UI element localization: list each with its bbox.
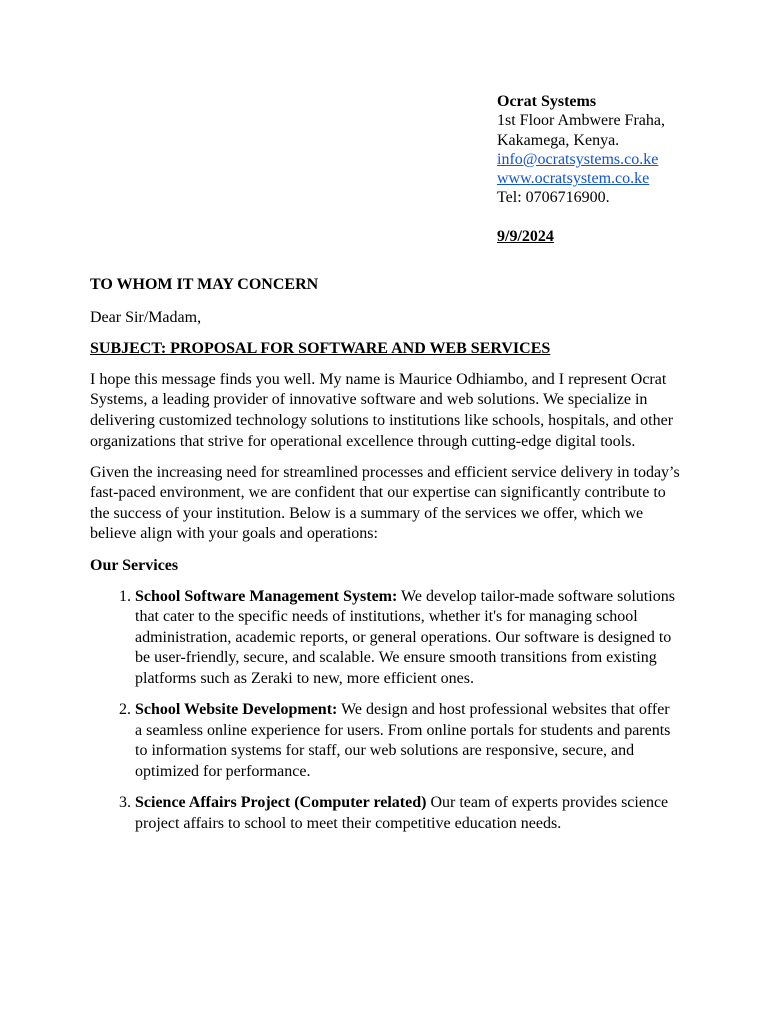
- letter-date: 9/9/2024: [497, 227, 554, 245]
- subject-line: SUBJECT: PROPOSAL FOR SOFTWARE AND WEB SERVICES: [90, 339, 551, 357]
- sender-address-block: [497, 92, 737, 246]
- service-title: School Software Management System:: [135, 587, 398, 605]
- sender-company-name: Ocrat Systems: [497, 93, 597, 110]
- sender-website-link[interactable]: www.ocratsystem.co.ke: [497, 170, 650, 188]
- service-description: We design and host professional websites that offer a seamless online experience for users. From online portals for students and parents to information systems for staff, our web solutions are responsive, secure, and optimized for performance.: [135, 701, 671, 780]
- list-item: [135, 587, 680, 690]
- letter-body: [90, 275, 680, 845]
- list-item: [135, 700, 680, 782]
- sender-address-line-1: 1st Floor Ambwere Fraha,: [497, 112, 665, 130]
- service-title: Science Affairs Project (Computer related): [135, 793, 427, 811]
- intro-paragraph: I hope this message finds you well. My name is Maurice Odhiambo, and I represent Ocrat Systems, a leading provider of innovative software and web solutions. We specialize in delivering customized technology solutions to institutions like schools, hospitals, and other organizations that strive for operational excellence through cutting-edge digital tools.: [90, 370, 674, 450]
- sender-address-line-2: Kakamega, Kenya.: [497, 131, 620, 149]
- recipient-line: TO WHOM IT MAY CONCERN: [90, 276, 319, 293]
- service-description: Our team of experts provides science project affairs to school to meet their competitive education needs.: [135, 793, 669, 832]
- list-item: [135, 793, 680, 834]
- service-title: School Website Development:: [135, 701, 338, 719]
- salutation: Dear Sir/Madam,: [90, 308, 202, 326]
- services-heading: Our Services: [90, 556, 179, 574]
- sender-phone: Tel: 0706716900.: [497, 189, 610, 207]
- context-paragraph: Given the increasing need for streamlined processes and efficient service delivery in today’s fast-paced environment, we are confident that our expertise can significantly contribute to the success of your institution. Below is a summary of the services we offer, which we believe align with your goals and operations:: [90, 463, 680, 543]
- sender-email-link[interactable]: info@ocratsystems.co.ke: [497, 150, 659, 168]
- services-list: [90, 587, 680, 835]
- service-description: We develop tailor-made software solutions that cater to the specific needs of institutions, whether it's for managing school administration, academic reports, or general operations. Our software is designed to be user-friendly, secure, and scalable. We ensure smooth transitions from existing platforms such as Zeraki to new, more efficient ones.: [135, 587, 675, 687]
